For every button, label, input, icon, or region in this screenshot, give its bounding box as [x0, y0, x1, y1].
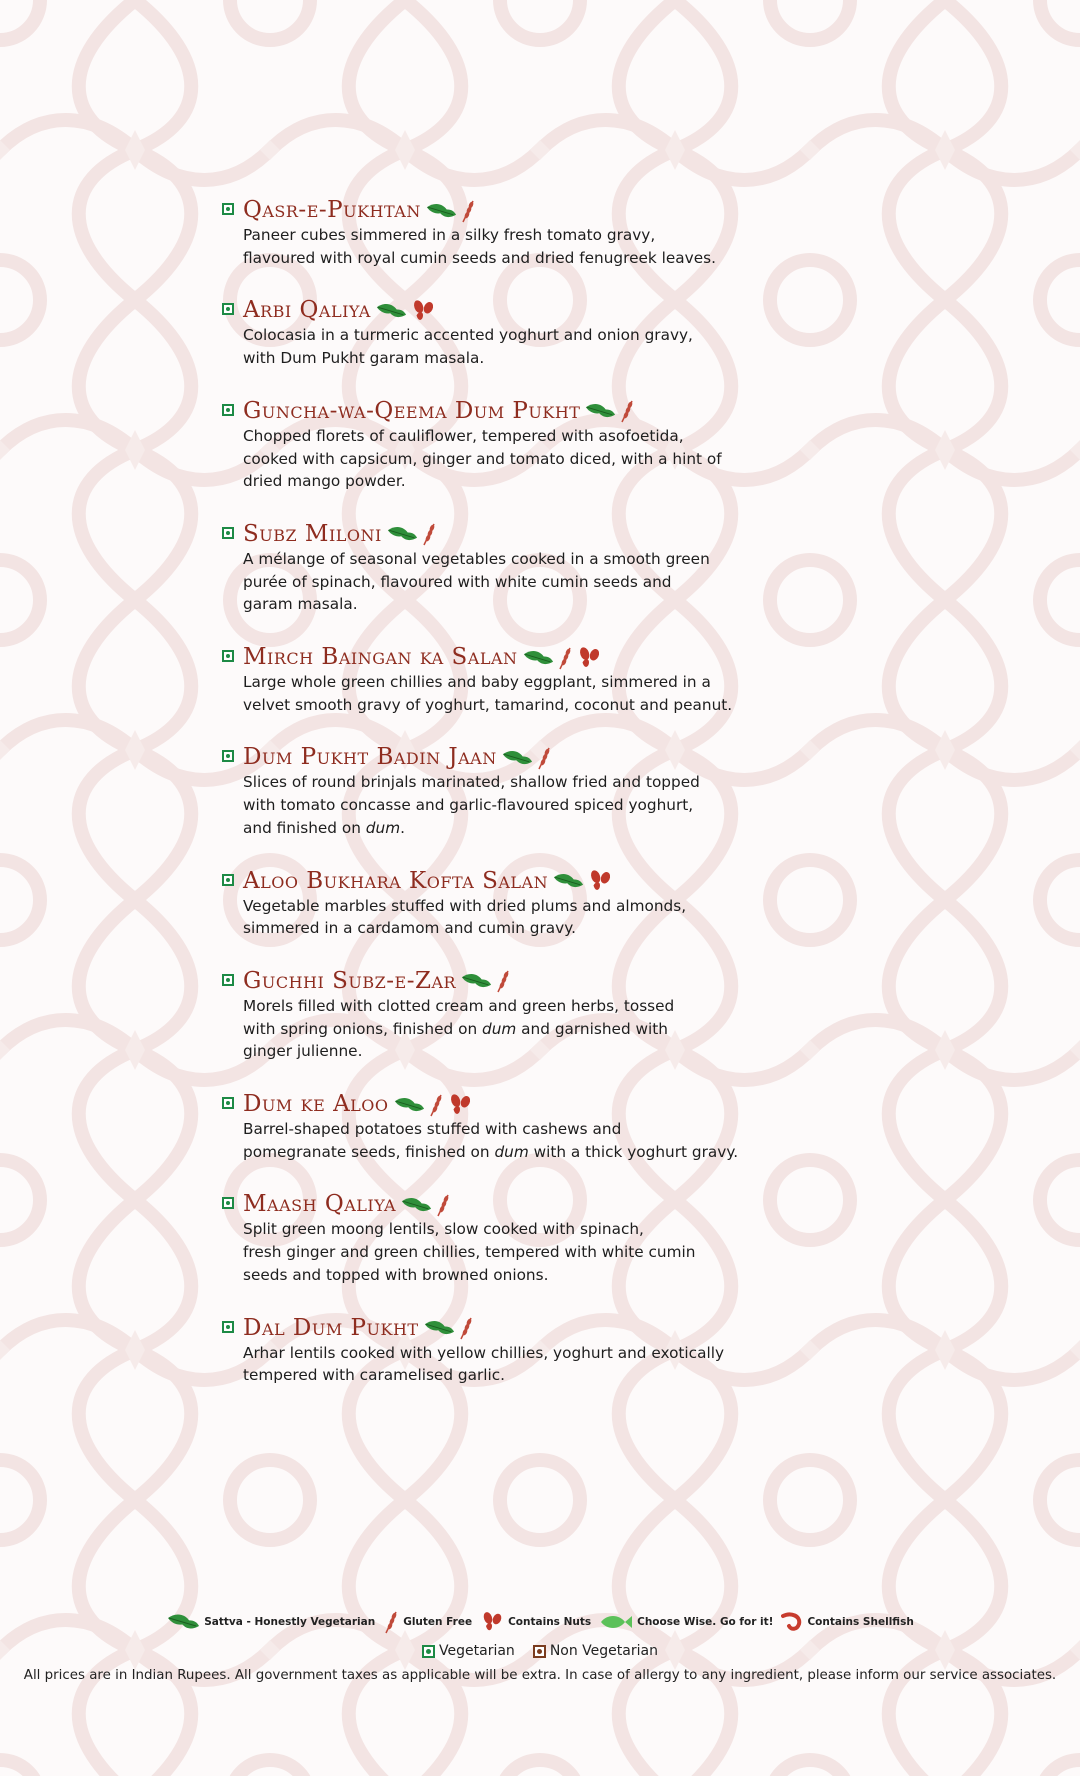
legend-choose-wise-label: Choose Wise. Go for it! — [637, 1616, 774, 1628]
veg-mark-icon — [222, 1321, 234, 1333]
dish-name: Guchhi Subz-e-Zar — [243, 967, 457, 994]
veg-mark-icon — [222, 1197, 234, 1209]
dish-icons — [584, 398, 635, 424]
legend-non-vegetarian — [533, 1643, 658, 1659]
veg-mark-icon — [222, 974, 234, 986]
menu-item — [243, 398, 803, 493]
description-line: cooked with capsicum, ginger and tomato diced, with a hint of — [243, 449, 722, 468]
dish-name: Arbi Qaliya — [243, 297, 371, 324]
dish-description — [243, 1218, 803, 1286]
sattva-icon — [501, 748, 533, 768]
dish-icons — [393, 1092, 473, 1118]
veg-mark-icon — [222, 303, 234, 315]
description-line: flavoured with royal cumin seeds and dried fenugreek leaves. — [243, 248, 716, 267]
menu-item — [243, 968, 803, 1063]
dish-name: Aloo Bukhara Kofta Salan — [243, 867, 549, 894]
sattva-icon — [425, 201, 457, 221]
gluten-free-icon — [383, 1610, 399, 1634]
dish-icons — [552, 868, 613, 894]
sattva-icon — [400, 1195, 432, 1215]
legend-gluten-free-label: Gluten Free — [403, 1616, 473, 1628]
dish-icons — [522, 645, 602, 671]
dish-description — [243, 425, 803, 493]
dish-description — [243, 1342, 803, 1387]
menu-list — [243, 197, 803, 1387]
dish-description — [243, 324, 803, 369]
legend-vegetarian-label: Vegetarian — [439, 1643, 515, 1659]
contains-nuts-icon — [447, 1092, 473, 1118]
veg-mark-icon — [222, 404, 234, 416]
description-line: fresh ginger and green chillies, tempered with white cumin — [243, 1243, 696, 1262]
menu-item — [243, 197, 803, 269]
dish-name: Guncha-wa-Qeema Dum Pukht — [243, 397, 581, 424]
description-line: simmered in a cardamom and cumin gravy. — [243, 919, 576, 938]
dish-name: Mirch Baingan ka Salan — [243, 644, 518, 671]
description-line: and finished on dum. — [243, 818, 405, 837]
choose-wise-fish-icon — [599, 1614, 633, 1630]
dish-description — [243, 995, 803, 1063]
dish-description — [243, 1118, 803, 1163]
sattva-icon — [386, 524, 418, 544]
gluten-free-icon — [435, 1192, 451, 1218]
dish-icons — [386, 521, 437, 547]
dish-name: Dum ke Aloo — [243, 1091, 389, 1118]
sattva-icon — [552, 871, 584, 891]
description-line: Chopped florets of cauliflower, tempered with asofoetida, — [243, 426, 684, 445]
menu-item — [243, 868, 803, 940]
description-line: purée of spinach, flavoured with white cumin seeds and — [243, 572, 672, 591]
description-line: Split green moong lentils, slow cooked with spinach, — [243, 1220, 644, 1239]
dish-icons — [501, 745, 552, 771]
gluten-free-icon — [460, 198, 476, 224]
veg-mark-icon — [222, 750, 234, 762]
sattva-icon — [393, 1095, 425, 1115]
menu-item — [243, 521, 803, 616]
description-line: Paneer cubes simmered in a silky fresh tomato gravy, — [243, 226, 656, 244]
contains-shellfish-icon — [781, 1612, 803, 1632]
legend-contains-shellfish — [781, 1612, 913, 1632]
legend-non-vegetarian-label: Non Vegetarian — [549, 1643, 658, 1659]
dish-description — [243, 895, 803, 940]
sattva-icon — [375, 301, 407, 321]
legend-gluten-free — [383, 1610, 472, 1634]
gluten-free-icon — [536, 745, 552, 771]
menu-item — [243, 297, 803, 369]
description-line: Barrel-shaped potatoes stuffed with cashews and — [243, 1120, 622, 1139]
gluten-free-icon — [619, 398, 635, 424]
veg-mark-icon — [222, 874, 234, 886]
veg-mark-icon — [422, 1645, 435, 1658]
legend-contains-nuts-label: Contains Nuts — [508, 1616, 592, 1628]
dish-description — [243, 771, 803, 839]
icon-legend — [0, 1610, 1080, 1634]
veg-legend — [0, 1643, 1080, 1659]
description-line: garam masala. — [243, 595, 358, 614]
dish-name: Subz Miloni — [243, 520, 382, 547]
description-line: with tomato concasse and garlic-flavoured spiced yoghurt, — [243, 796, 694, 815]
contains-nuts-icon — [480, 1610, 504, 1634]
footer-note: All prices are in Indian Rupees. All government taxes as applicable will be extra. In case of allergy to any ingredient, please inform our service associates. — [23, 1668, 1057, 1683]
italic-term: dum — [365, 818, 401, 837]
gluten-free-icon — [458, 1315, 474, 1341]
description-line: ginger julienne. — [243, 1042, 363, 1061]
description-line: tempered with caramelised garlic. — [243, 1366, 506, 1385]
legend-sattva-label: Sattva - Honestly Vegetarian — [204, 1616, 376, 1628]
dish-icons — [400, 1192, 451, 1218]
sattva-icon — [166, 1612, 200, 1632]
veg-mark-icon — [222, 650, 234, 662]
contains-nuts-icon — [576, 645, 602, 671]
gluten-free-icon — [428, 1092, 444, 1118]
veg-mark-icon — [222, 527, 234, 539]
dish-icons — [423, 1315, 474, 1341]
description-line: seeds and topped with browned onions. — [243, 1265, 549, 1284]
dish-description — [243, 671, 803, 716]
description-line: pomegranate seeds, finished on dum with a thick yoghurt gravy. — [243, 1142, 739, 1161]
sattva-icon — [522, 648, 554, 668]
italic-term: dum — [494, 1142, 529, 1161]
veg-mark-icon — [222, 203, 234, 215]
description-line: velvet smooth gravy of yoghurt, tamarind, coconut and peanut. — [243, 695, 733, 714]
sattva-icon — [423, 1318, 455, 1338]
dish-name: Maash Qaliya — [243, 1191, 397, 1218]
menu-item — [243, 644, 803, 716]
legend-choose-wise — [599, 1614, 773, 1630]
legend-vegetarian — [422, 1643, 515, 1659]
description-line: with Dum Pukht garam masala. — [243, 349, 485, 368]
description-line: Large whole green chillies and baby eggplant, simmered in a — [243, 673, 711, 692]
italic-term: dum — [482, 1019, 517, 1038]
dish-description — [243, 224, 803, 269]
dish-name: Dum Pukht Badin Jaan — [243, 744, 497, 771]
dish-icons — [375, 298, 436, 324]
gluten-free-icon — [495, 968, 511, 994]
dish-icons — [460, 968, 511, 994]
menu-item — [243, 1315, 803, 1387]
nonveg-mark-icon — [533, 1645, 546, 1658]
sattva-icon — [584, 401, 616, 421]
dish-icons — [425, 198, 476, 224]
dish-name: Dal Dum Pukht — [243, 1314, 419, 1341]
legend-contains-shellfish-label: Contains Shellfish — [807, 1616, 914, 1628]
gluten-free-icon — [557, 645, 573, 671]
description-line: A mélange of seasonal vegetables cooked in a smooth green — [243, 549, 710, 568]
gluten-free-icon — [421, 521, 437, 547]
contains-nuts-icon — [587, 868, 613, 894]
description-line: Arhar lentils cooked with yellow chillies, yoghurt and exotically — [243, 1343, 725, 1362]
dish-description — [243, 548, 803, 616]
description-line: Colocasia in a turmeric accented yoghurt and onion gravy, — [243, 326, 693, 345]
menu-item — [243, 744, 803, 839]
menu-item — [243, 1091, 803, 1163]
description-line: dried mango powder. — [243, 472, 406, 491]
legend-contains-nuts — [480, 1610, 591, 1634]
legend-sattva — [166, 1612, 375, 1632]
description-line: Morels filled with clotted cream and green herbs, tossed — [243, 996, 675, 1015]
contains-nuts-icon — [410, 298, 436, 324]
description-line: with spring onions, finished on dum and garnished with — [243, 1019, 668, 1038]
dish-name: Qasr-e-Pukhtan — [243, 197, 421, 223]
veg-mark-icon — [222, 1097, 234, 1109]
sattva-icon — [460, 971, 492, 991]
description-line: Slices of round brinjals marinated, shallow fried and topped — [243, 773, 700, 792]
description-line: Vegetable marbles stuffed with dried plums and almonds, — [243, 896, 687, 915]
menu-item — [243, 1191, 803, 1286]
